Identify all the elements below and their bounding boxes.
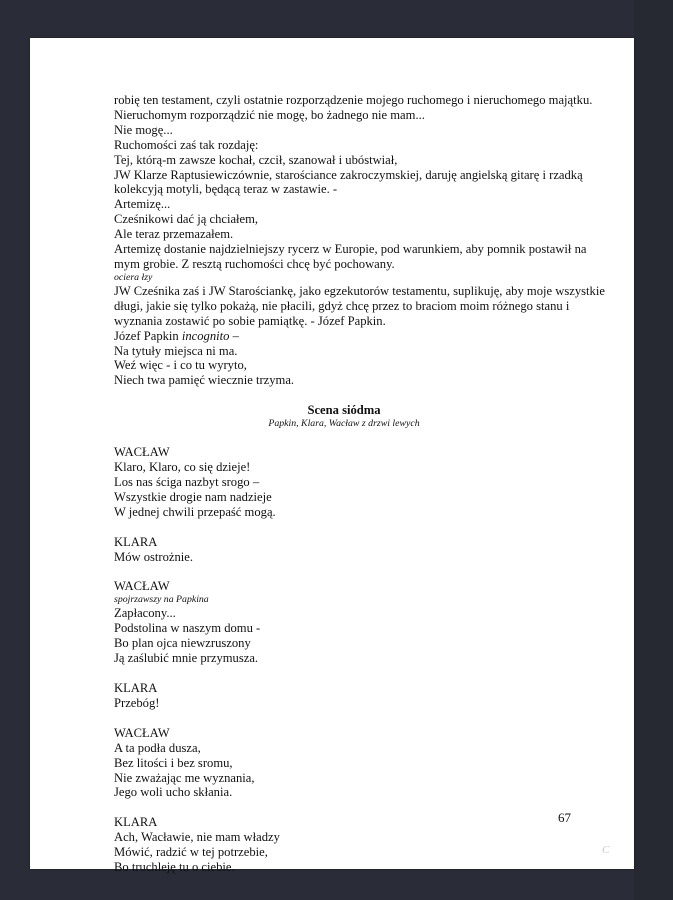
text-line: robię ten testament, czyli ostatnie rozporządzenie mojego ruchomego i nieruchomego majątku. bbox=[114, 93, 593, 107]
dialogue-block bbox=[114, 579, 574, 666]
text-line: mym grobie. Z resztą ruchomości chcę być pochowany. bbox=[114, 256, 395, 271]
text-line: Cześnikowi dać ją chciałem, bbox=[114, 212, 259, 227]
verse-line: Przebóg! bbox=[114, 695, 160, 710]
text-line: Niech twa pamięć wiecznie trzyma. bbox=[114, 373, 295, 388]
dialogue-block bbox=[114, 815, 574, 875]
page-number: 67 bbox=[558, 810, 571, 825]
pencil-mark: C bbox=[602, 844, 610, 856]
spacer bbox=[114, 430, 574, 445]
spacer bbox=[114, 520, 574, 535]
text-line: wyznania zostawić po sobie pamiątkę. - Józef Papkin. bbox=[114, 313, 386, 328]
document-page bbox=[30, 38, 634, 875]
text-line: JW Klarze Raptusiewiczównie, starościance zakroczymskiej, daruję angielską gitarę i rzadką bbox=[114, 167, 583, 182]
verse-line: Mówić, radzić w tej potrzebie, bbox=[114, 845, 268, 860]
verse-line: Bez litości i bez sromu, bbox=[114, 755, 233, 770]
verse-line: Nie zważając me wyznania, bbox=[114, 770, 255, 785]
speaker-name: WACŁAW bbox=[114, 725, 170, 740]
verse-line: Bo truchleję tu o ciebie. bbox=[114, 860, 235, 875]
scene-cast: Papkin, Klara, Wacław z drzwi lewych bbox=[268, 418, 420, 430]
verse-line: Ach, Wacławie, nie mam władzy bbox=[114, 830, 280, 845]
stage-direction: ociera łzy bbox=[114, 271, 153, 283]
verse-line: Mów ostrożnie. bbox=[114, 549, 194, 564]
verse-line: W jednej chwili przepaść mogą. bbox=[114, 504, 276, 519]
text-line: Weź więc - i co tu wyryto, bbox=[114, 358, 247, 373]
dialogue-block bbox=[114, 445, 574, 520]
verse-line: Podstolina w naszym domu - bbox=[114, 621, 261, 636]
scanner-edge bbox=[634, 0, 673, 900]
verse-line: Zapłacony... bbox=[114, 606, 176, 621]
speaker-name: WACŁAW bbox=[114, 579, 170, 594]
text-line: Nie mogę... bbox=[114, 122, 173, 137]
dialogue-block bbox=[114, 726, 574, 801]
verse-line: Bo plan ojca niewzruszony bbox=[114, 636, 251, 651]
verse-line: Wszystkie drogie nam nadzieje bbox=[114, 489, 272, 504]
dialogue bbox=[114, 430, 574, 875]
verse-line: Ją zaślubić mnie przymusza. bbox=[114, 651, 259, 666]
stage-direction: spojrzawszy na Papkina bbox=[114, 594, 209, 606]
spacer bbox=[114, 800, 574, 815]
text-line: Na tytuły miejsca ni ma. bbox=[114, 343, 238, 358]
dialogue-block bbox=[114, 535, 574, 565]
testament-text bbox=[114, 93, 605, 388]
speaker-name: WACŁAW bbox=[114, 445, 170, 460]
speaker-name: KLARA bbox=[114, 534, 158, 549]
dialogue-block bbox=[114, 681, 574, 711]
text-line: Tej, którą-m zawsze kochał, czcił, szanował i ubóstwiał, bbox=[114, 152, 398, 167]
text-line: JW Cześnika zaś i JW Starościankę, jako egzekutorów testamentu, suplikuję, aby moje wszystkie bbox=[114, 283, 605, 298]
text-line: Ale teraz przemazałem. bbox=[114, 227, 234, 242]
verse-line: Los nas ściga nazbyt srogo – bbox=[114, 474, 260, 489]
speaker-name: KLARA bbox=[114, 681, 158, 695]
spacer bbox=[114, 666, 574, 681]
text-line: Nieruchomym rozporządzić nie mogę, bo żadnego nie mam... bbox=[114, 107, 425, 122]
text-line: Artemizę... bbox=[114, 197, 171, 212]
spacer bbox=[114, 388, 574, 403]
text-line: kolekcyją motyli, będącą teraz w zastawie. - bbox=[114, 182, 338, 197]
signature-incognito: incognito – bbox=[181, 328, 239, 343]
speaker-name: KLARA bbox=[114, 815, 158, 830]
verse-line: A ta podła dusza, bbox=[114, 740, 201, 755]
scene-title: Scena siódma bbox=[307, 403, 381, 418]
text-line: Artemizę dostanie najdzielniejszy rycerz w Europie, pod warunkiem, aby pomnik postawił na bbox=[114, 242, 587, 257]
signature-name: Józef Papkin bbox=[114, 328, 182, 343]
verse-line: Klaro, Klaro, co się dzieje! bbox=[114, 460, 251, 475]
page-content bbox=[114, 93, 605, 875]
spacer bbox=[114, 564, 574, 579]
text-line: długi, jakie się tylko pokażą, nie płacili, gdyż chcę przez to braciom moim różnego stanu i bbox=[114, 298, 570, 313]
signature-line bbox=[114, 329, 574, 344]
text-line: Ruchomości zaś tak rozdaję: bbox=[114, 137, 259, 152]
verse-line: Jego woli ucho skłania. bbox=[114, 785, 233, 800]
spacer bbox=[114, 711, 574, 726]
